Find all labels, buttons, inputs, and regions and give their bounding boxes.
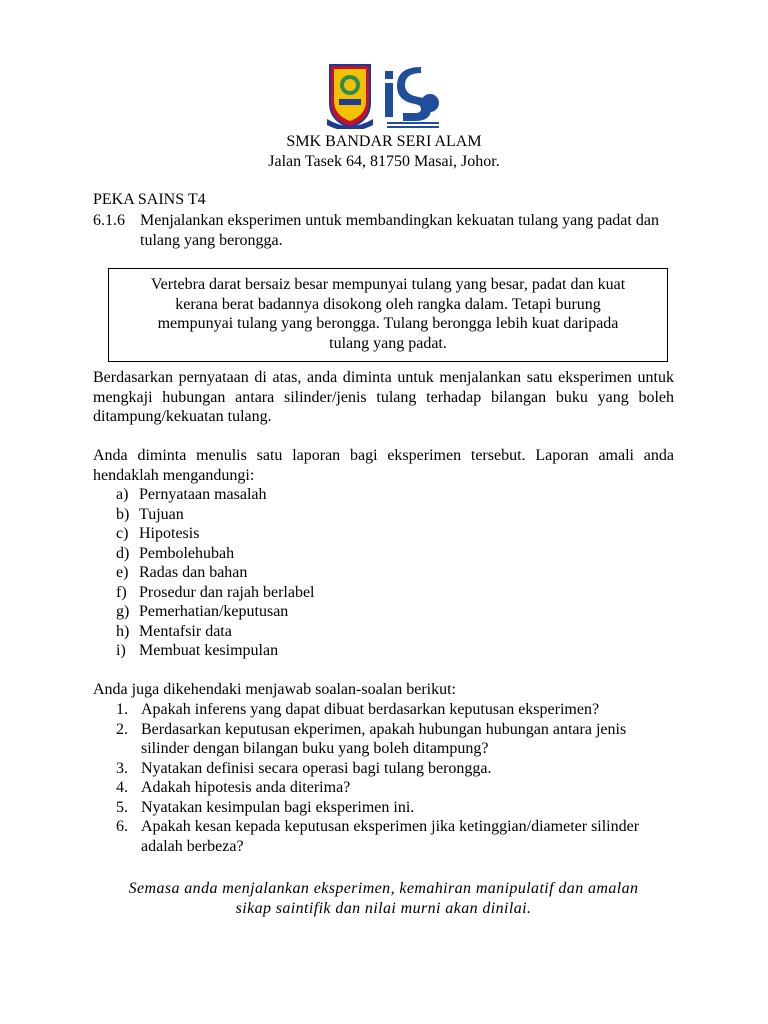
header-logos (327, 63, 447, 133)
list-item (116, 505, 636, 525)
list-text: Prosedur dan rajah berlabel (139, 583, 315, 601)
objective-number: 6.1.6 (93, 212, 125, 229)
list-item (116, 485, 636, 505)
list-marker: c) (116, 525, 129, 542)
assessment-note (93, 879, 674, 919)
instruction-paragraph: Berdasarkan pernyataan di atas, anda diminta untuk menjalankan satu eksperimen untuk mengkaji hubungan antara silinder/jenis tulang terhadap bilangan buku yang boleh ditampung/kekuatan tulang. (93, 369, 674, 425)
question-text: Apakah inferens yang dapat dibuat berdasarkan keputusan eksperimen? (141, 701, 600, 718)
question-item (116, 817, 676, 856)
list-text: Pembolehubah (139, 544, 235, 562)
list-item (116, 602, 636, 622)
list-marker: d) (116, 544, 130, 562)
list-item (116, 622, 636, 642)
list-text: Membuat kesimpulan (139, 642, 279, 659)
list-item (116, 524, 636, 544)
question-text: Nyatakan definisi secara operasi bagi tulang berongga. (141, 759, 492, 777)
question-number: 5. (116, 798, 128, 816)
question-item (116, 700, 676, 720)
list-marker: e) (116, 564, 129, 581)
question-text: Berdasarkan keputusan ekperimen, apakah hubungan hubungan antara jenis silinder dengan bilangan buku yang boleh ditampung? (141, 720, 627, 757)
list-marker: f) (116, 583, 127, 601)
list-text: Tujuan (139, 505, 184, 523)
school-name: SMK BANDAR SERI ALAM (286, 133, 482, 150)
assessment-note-line: sikap saintifik dan nilai murni akan dinilai. (235, 900, 532, 917)
statement-line: kerana berat badannya disokong oleh rangka dalam. Tetapi burung (175, 295, 601, 313)
question-number: 4. (116, 779, 128, 796)
list-item (116, 641, 636, 661)
list-text: Radas dan bahan (139, 564, 248, 581)
statement-line: mempunyai tulang yang berongga. Tulang berongga lebih kuat daripada (157, 315, 619, 332)
list-text: Hipotesis (139, 525, 200, 542)
statement-box (108, 268, 668, 362)
list-item (116, 544, 636, 564)
objective-text: Menjalankan eksperimen untuk membandingkan kekuatan tulang yang padat dan tulang yang berongga. (140, 212, 659, 249)
question-text: Nyatakan kesimpulan bagi eksperimen ini. (141, 798, 415, 816)
list-item (116, 563, 636, 583)
list-marker: b) (116, 505, 130, 523)
list-text: Mentafsir data (139, 622, 232, 640)
question-item (116, 798, 676, 818)
subject-title: PEKA SAINS T4 (93, 191, 206, 208)
list-item (116, 583, 636, 603)
question-text: Apakah kesan kepada keputusan eksperimen jika ketinggian/diameter silinder adalah berbeza? (141, 818, 640, 855)
questions-paragraph: Anda juga dikehendaki menjawab soalan-soalan berikut: (93, 681, 456, 698)
question-item (116, 778, 676, 798)
list-text: Pemerhatian/keputusan (139, 603, 289, 620)
statement-line: tulang yang padat. (329, 334, 447, 352)
school-address: Jalan Tasek 64, 81750 Masai, Johor. (268, 153, 500, 170)
report-paragraph: Anda diminta menulis satu laporan bagi eksperimen tersebut. Laporan amali anda hendaklah mengandungi: (93, 447, 674, 484)
question-item (116, 720, 676, 759)
question-number: 1. (116, 701, 128, 718)
ts25-logo-icon (383, 67, 443, 129)
question-number: 2. (116, 720, 128, 738)
list-marker: g) (116, 603, 130, 620)
list-marker: h) (116, 622, 130, 640)
question-item (116, 759, 676, 779)
questions-list (116, 700, 676, 856)
assessment-note-line: Semasa anda menjalankan eksperimen, kemahiran manipulatif dan amalan (128, 880, 639, 897)
school-header (0, 132, 768, 172)
list-text: Pernyataan masalah (139, 486, 267, 503)
list-marker: i) (116, 642, 126, 659)
question-number: 3. (116, 759, 128, 777)
report-items-list (116, 485, 636, 661)
list-marker: a) (116, 486, 129, 503)
statement-line: Vertebra darat bersaiz besar mempunyai tulang yang besar, padat dan kuat (150, 276, 626, 293)
question-number: 6. (116, 818, 128, 835)
question-text: Adakah hipotesis anda diterima? (141, 779, 351, 796)
school-crest-icon (327, 63, 373, 129)
